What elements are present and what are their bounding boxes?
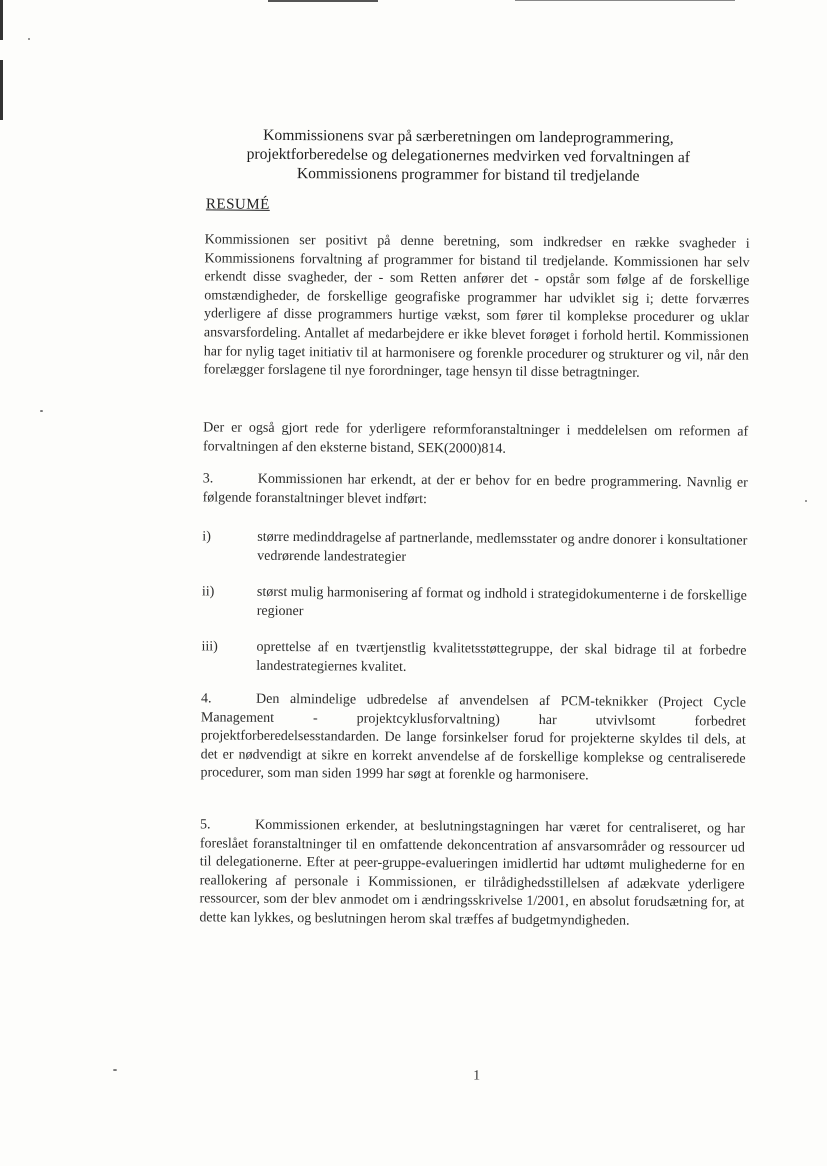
paragraph-number: 4. bbox=[201, 691, 212, 707]
scan-artifact-left-edge bbox=[0, 60, 3, 120]
list-item bbox=[202, 528, 748, 565]
list-marker: i) bbox=[202, 529, 211, 545]
paragraph-number: 3. bbox=[202, 471, 214, 487]
scan-artifact-left-edge bbox=[0, 0, 3, 40]
title-line: Kommissionens programmer for bistand til tredjelande bbox=[296, 165, 640, 185]
paragraph-number: 5. bbox=[200, 817, 211, 833]
paragraph-3 bbox=[203, 470, 748, 511]
list-item bbox=[201, 583, 747, 619]
paragraph-intro: Kommissionen ser positivt på denne beretning, som indkredser en række svagheder i Kommissionens forvaltning af programmer for bistand til tredjelande. Kommissionen har selv erkendt disse svagheder, der - som Retten anfører det - opstår som følge af de forskellige omstændigheder, de forskellige geografiske programmer har udviklet sig i; dette forværres yderligere af disse programmers hurtige vækst, som fører til komplekse procedurer og uklar ansvarsfordeling. Antallet af medarbejdere er ikke blevet forøget i forhold hertil. Kommissionen har for nylig taget initiativ til at harmonisere og forenkle procedurer og strukturer og vil, når den forelægger forslagene til nye forordninger, tage hensyn til disse betragtninger. bbox=[203, 232, 750, 381]
list-item bbox=[201, 638, 747, 675]
paragraph-reform: Der er også gjort rede for yderligere reformforanstaltninger i meddelelsen om reformen af forvaltningen af den eksterne bistand, SEK(2000)814. bbox=[202, 420, 749, 457]
paragraph-text: Kommissionen har erkendt, at der er behov for en bedre programmering. Navnlig er følgende foranstaltninger blevet indført: bbox=[202, 471, 748, 507]
document-title bbox=[208, 125, 728, 186]
list-item-text: oprettelse af en tværtjenstlig kvalitetsstøttegruppe, der skal bidrage til at forbedre landestrategiernes kvalitet. bbox=[256, 639, 747, 675]
paragraph-5 bbox=[199, 816, 745, 932]
resume-heading: RESUMÉ bbox=[205, 196, 270, 213]
list-marker: iii) bbox=[201, 639, 218, 655]
title-line: Kommissionens svar på særberetningen om landeprogrammering, bbox=[263, 126, 674, 148]
paragraph-text: Den almindelige udbredelse af anvendelsen af PCM-teknikker (Project Cycle Management - projektcyklusforvaltning) har utvivlsomt forbedret projektforberedelsesstandarden. De lange forsinkelser forud for projekterne skyldes til dels, at det er nødvendigt at sikre en korrekt anvendelse af de forskellige komplekse og centraliserede procedurer, som man siden 1999 har søgt at forenkle og harmonisere. bbox=[200, 691, 747, 784]
title-line: projektforberedelse og delegationernes medvirken ved forvaltningen af bbox=[246, 145, 691, 167]
page-number: 1 bbox=[473, 1068, 481, 1084]
paragraph-4 bbox=[200, 690, 746, 787]
list-item-text: større medinddragelse af partnerlande, medlemsstater og andre donorer i konsultationer vedrørende landestrategier bbox=[257, 529, 748, 565]
list-marker: ii) bbox=[201, 584, 215, 600]
list-item-text: størst mulig harmonisering af format og indhold i strategidokumenterne i de forskellige regioner bbox=[256, 584, 747, 619]
paragraph-text: Kommissionen erkender, at beslutningstagningen har været for centraliseret, og har foreslået foranstaltninger til en omfattende dekoncentration af ansvarsområder og ressourcer ud til delegationerne. Efter at peer-gruppe-evalueringen imidlertid har udtømt mulighederne for en reallokering af personale i Kommissionen, er tilrådighedsstillelsen af adækvate yderligere ressourcer, som der blev anmodet om i ændringsskrivelse 1/2001, en absolut forudsætning for, at dette kan lykkes, og beslutningen herom skal træffes af budgetmyndigheden. bbox=[199, 817, 746, 929]
